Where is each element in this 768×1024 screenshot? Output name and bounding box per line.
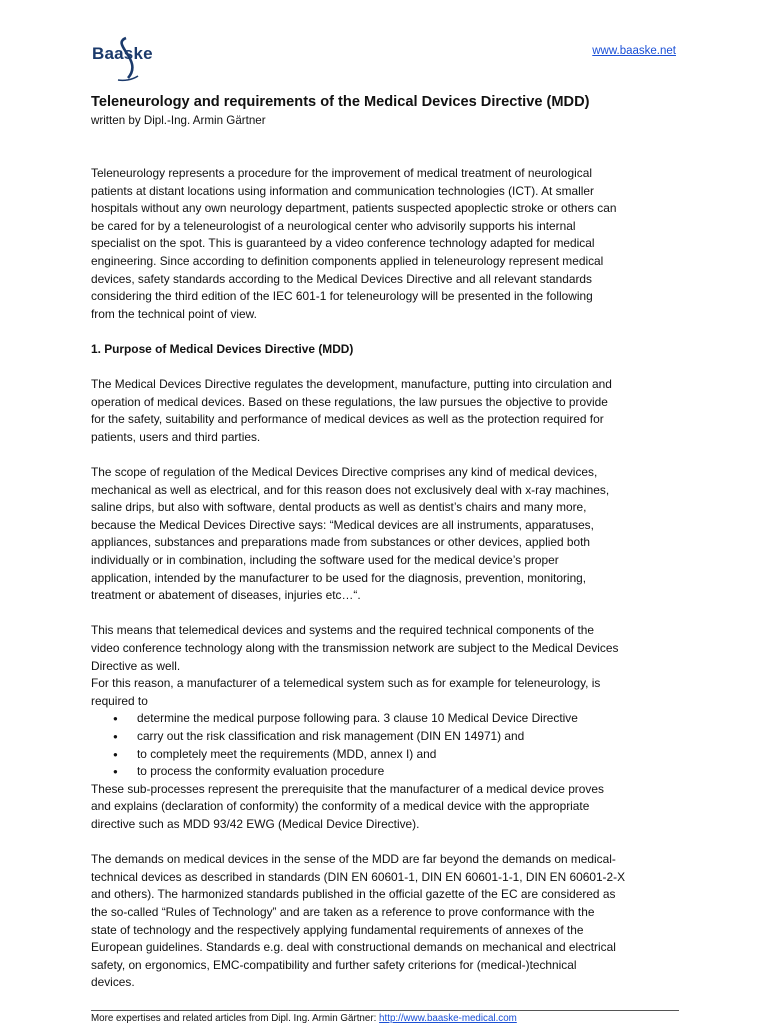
list-item: ● to completely meet the requirements (MDD, annex I) and — [91, 746, 681, 764]
paragraph-subprocesses: These sub-processes represent the prerequisite that the manufacturer of a medical device proves and explains (declaration of conformity) the conformity of a medical device with the appropriate directive such as MDD 93/42 EWG (Medical Device Directive). — [91, 781, 604, 831]
requirements-list — [91, 710, 681, 780]
footer-link[interactable]: http://www.baaske-medical.com — [379, 1013, 517, 1024]
list-item: ● determine the medical purpose following para. 3 clause 10 Medical Device Directive — [91, 710, 681, 728]
website-link[interactable]: www.baaske.net — [592, 45, 676, 57]
paragraph-demands: The demands on medical devices in the sense of the MDD are far beyond the demands on medical- technical devices as described in standards (DIN EN 60601-1, DIN EN 60601-1-1, DIN EN 60601-2-X and others). The harmonized standards published in the official gazette of the EC are considered as the so-called “Rules of Technology” and are taken as a reference to prove conformance with the state of technology and the respectively applying fundamental requirements of annexes of the European guidelines. Standards e.g. deal with constructional demands on mechanical and electrical safety, on ergonomics, EMC-compatibility and further safety criterions for (medical-)technical devices. — [91, 852, 626, 990]
list-item: ● carry out the risk classification and risk management (DIN EN 14971) and — [91, 728, 681, 746]
author-byline: written by Dipl.-Ing. Armin Gärtner — [91, 114, 266, 127]
list-item: ● to process the conformity evaluation procedure — [91, 763, 681, 781]
footer-divider — [91, 1010, 679, 1011]
intro-paragraph: Teleneurology represents a procedure for the improvement of medical treatment of neurological patients at distant locations using information and communication technologies (ICT). At smaller hospitals without any own neurology department, patients suspected apoplectic stroke or others can be cared for by a teleneurologist of a neurological center who advisorily supports his internal specialist on the spot. This is guaranteed by a video conference technology adapted for medical engineering. Since according to definition components applied in teleneurology represent medical devices, safety standards according to the Medical Devices Directive and all relevant standards considering the third edition of the IEC 601-1 for teleneurology will be presented in the following from the technical point of view. — [91, 166, 617, 321]
section-heading: 1. Purpose of Medical Devices Directive (MDD) — [91, 341, 354, 356]
paragraph-telemedical: This means that telemedical devices and systems and the required technical components of the video conference technology along with the transmission network are subject to the Medical Devices Directive as well. For this reason, a manufacturer of a telemedical system such as for example for teleneurology, is required to — [91, 623, 619, 708]
paragraph-regulation: The Medical Devices Directive regulates the development, manufacture, putting into circulation and operation of medical devices. Based on these regulations, the law pursues the objective to provide for the safety, suitability and performance of medical devices as well as the protection required for patients, users and third parties. — [91, 377, 612, 444]
footer-text: More expertises and related articles from Dipl. Ing. Armin Gärtner: — [91, 1013, 380, 1024]
document-title: Teleneurology and requirements of the Medical Devices Directive (MDD) — [91, 94, 590, 110]
document-body — [91, 165, 681, 992]
paragraph-scope: The scope of regulation of the Medical Devices Directive comprises any kind of medical devices, mechanical as well as electrical, and for this reason does not exclusively deal with x-ray machines, saline drips, but also with software, dental products as well as dentist’s chairs and many more, because the Medical Devices Directive says: “Medical devices are all instruments, apparatuses, appliances, substances and preparations made from substances or other devices, applied both individually or in combination, including the software used for the medical device’s proper application, intended by the manufacturer to be used for the diagnosis, prevention, monitoring, treatment or abatement of diseases, injuries etc…“. — [91, 465, 610, 603]
logo-text: Baaske — [92, 44, 153, 63]
company-logo — [88, 34, 168, 84]
page-footer — [91, 1013, 517, 1024]
